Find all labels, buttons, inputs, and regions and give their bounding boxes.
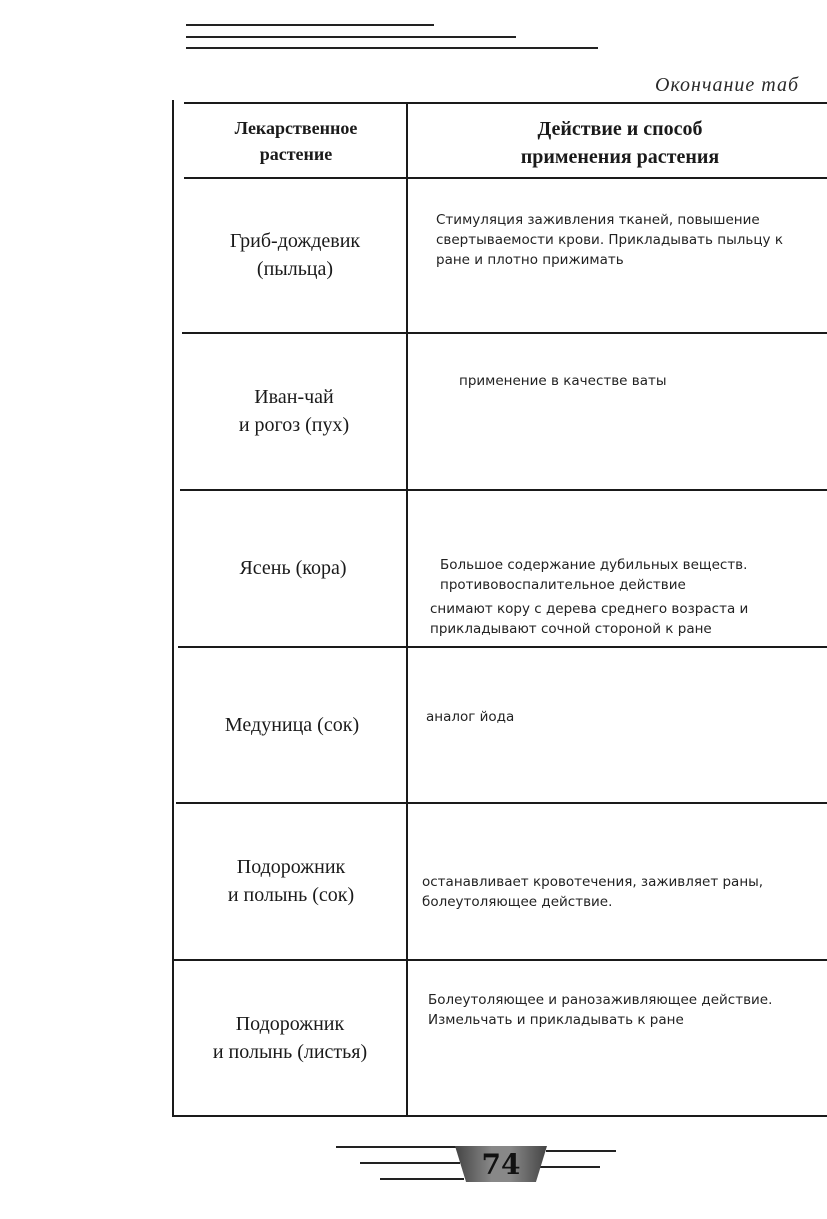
table-border-top: [184, 102, 827, 104]
bottom-rule-2: [360, 1162, 460, 1164]
table-border-bottom: [172, 1115, 827, 1117]
bottom-rule-5: [540, 1166, 600, 1168]
plant-cell: Медуница (сок): [224, 714, 360, 736]
action-cell-method: снимают кору с дерева среднего возраста и прикладывают сочной стороной к ране: [430, 601, 749, 637]
header-action: Действие и способ применения растения: [520, 118, 720, 168]
page-number: 74: [481, 1147, 521, 1181]
row-separator: [180, 489, 827, 491]
action-cell: Большое содержание дубильных веществ. противовоспалительное действие: [440, 557, 748, 593]
plant-cell: Подорожник и полынь (листья): [212, 1013, 368, 1063]
table-column-divider: [406, 104, 408, 1117]
bottom-rule-4: [546, 1150, 616, 1152]
plant-cell: Гриб-дождевик (пыльца): [229, 230, 361, 280]
action-cell: применение в качестве ваты: [459, 373, 667, 389]
action-cell: Болеутоляющее и ранозаживляющее действие. Измельчать и прикладывать к ране: [428, 992, 773, 1028]
bottom-rule-3: [380, 1178, 464, 1180]
bottom-rule-1: [336, 1146, 456, 1148]
plant-cell: Иван-чай и рогоз (пух): [238, 386, 350, 436]
action-cell: аналог йода: [426, 709, 515, 725]
header-plant: Лекарственное растение: [234, 118, 358, 164]
action-cell: останавливает кровотечения, заживляет раны, болеутоляющее действие.: [422, 874, 764, 910]
continuation-label: Окончание таб: [655, 74, 800, 96]
plant-cell: Ясень (кора): [239, 557, 347, 579]
action-cell: Стимуляция заживления тканей, повышение свертываемости крови. Прикладывать пыльцу к ране и плотно прижимать: [436, 212, 783, 268]
row-separator: [184, 177, 827, 179]
row-separator: [174, 959, 827, 961]
row-separator: [178, 646, 827, 648]
row-separator: [176, 802, 827, 804]
plant-cell: Подорожник и полынь (сок): [227, 856, 355, 906]
row-separator: [182, 332, 827, 334]
